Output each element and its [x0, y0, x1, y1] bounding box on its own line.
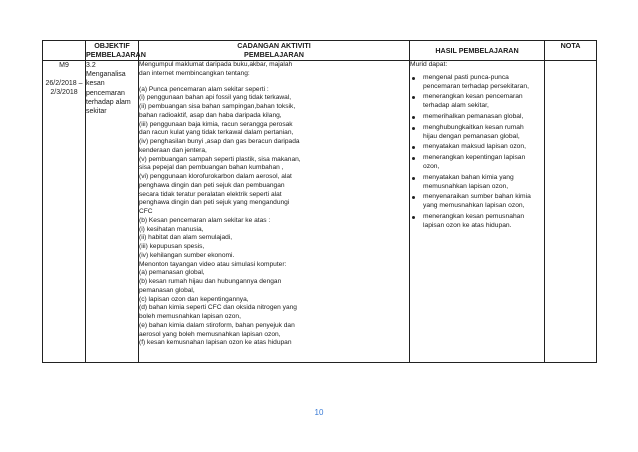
activity-line: CFC	[139, 208, 153, 215]
activity-line: dan internet membincangkan tentang:	[139, 69, 250, 77]
bullet-icon	[412, 96, 415, 99]
list-item: menerangkan kepentingan lapisan ozon,	[410, 154, 544, 172]
activity-line: (i) penggunaan bahan api fossil yang tidak terkawal,	[139, 94, 292, 102]
week-label: M9	[59, 62, 69, 69]
bullet-icon	[412, 216, 415, 219]
bullet-icon	[412, 177, 415, 180]
header-objective-line-2: PEMBELAJARAN	[86, 50, 146, 59]
activity-line: (d) bahan kimia seperti CFC dan oksida nitrogen yang	[139, 304, 297, 312]
activity-line: secara tidak teratur peralatan elektrik seperti alat	[139, 190, 282, 198]
header-objective	[86, 41, 146, 61]
activity-line: aerosol yang boleh memusnahkan lapisan ozon,	[139, 330, 281, 338]
activities-cell	[139, 61, 410, 363]
activity-line: (iii) kepupusan spesis,	[139, 243, 205, 250]
list-item: menyatakan bahan kimia yang memusnahkan lapisan ozon,	[410, 174, 544, 192]
list-item: menyenaraikan sumber bahan kimia yang memusnahkan lapisan ozon,	[410, 193, 544, 211]
table-header-row	[43, 41, 597, 61]
activity-line: (b) Kesan pencemaran alam sekitar ke atas :	[139, 216, 271, 224]
activity-line: (ii) pembuangan sisa bahan sampingan,bahan toksik,	[139, 103, 296, 110]
list-item: menyatakan maksud lapisan ozon,	[410, 143, 544, 152]
activity-line: sisa pepejal dan pembuangan bahan kumbahan ,	[139, 164, 284, 172]
activity-line: kenderaan dan jentera,	[139, 146, 207, 154]
results-cell	[410, 61, 545, 363]
header-objective-line-1: OBJEKTIF	[94, 41, 130, 50]
activity-line: Menonton tayangan video atau simulasi komputer:	[139, 260, 287, 268]
lesson-plan-table	[42, 40, 597, 363]
activity-line: (a) Punca pencemaran alam sekitar seperti :	[139, 85, 269, 93]
results-intro: Murid dapat:	[410, 61, 448, 68]
bullet-icon	[412, 127, 415, 130]
activity-line: (iv) penghasilan bunyi ,asap dan gas beracun daripada	[139, 138, 300, 145]
activity-line: (iv) kehilangan sumber ekonomi.	[139, 251, 235, 259]
week-cell	[43, 61, 86, 363]
list-item: menerangkan kesan pencemaran terhadap alam sekitar,	[410, 93, 544, 111]
list-item: menerangkan kesan pemusnahan lapisan ozon ke atas hidupan.	[410, 213, 544, 231]
activity-line: bahan radioaktif, asap dan haba daripada kilang,	[139, 111, 282, 119]
results-list	[410, 74, 544, 231]
activity-line: boleh memusnahkan lapisan ozon,	[139, 313, 241, 320]
activity-line: (c) lapisan ozon dan kepentingannya,	[139, 295, 249, 303]
activity-line: (ii) habitat dan alam semulajadi,	[139, 234, 233, 242]
objective-line: pencemaran	[86, 89, 125, 97]
list-item: menghubungkaitkan kesan rumah hijau dengan pemanasan global,	[410, 124, 544, 142]
activity-line: (a) pemanasan global,	[139, 269, 205, 277]
date-line-2: 2/3/2018	[50, 89, 78, 97]
header-activities-line-1: CADANGAN AKTIVITI	[237, 41, 311, 50]
activity-line: (f) kesan kemusnahan lapisan ozon ke atas hidupan	[139, 339, 292, 347]
activity-line: penghawa dingin dan peti sejuk yang mengandungi	[139, 199, 290, 207]
bullet-icon	[412, 196, 415, 199]
bullet-icon	[412, 77, 415, 80]
activity-line: (iii) penggunaan baja kimia, racun serangga perosak	[139, 120, 293, 128]
notes-cell	[545, 61, 597, 363]
header-activities-line-2: PEMBELAJARAN	[244, 50, 304, 59]
objective-cell	[86, 61, 139, 363]
objective-line: terhadap alam	[86, 98, 131, 106]
activity-line: pemanasan global,	[139, 286, 195, 294]
activity-line: (i) kesihatan manusia,	[139, 225, 204, 233]
activity-line: Mengumpul maklumat daripada buku,akbar, majalah	[139, 61, 293, 68]
bullet-icon	[412, 116, 415, 119]
header-week-cell	[43, 41, 86, 61]
bullet-icon	[412, 157, 415, 160]
table-row	[43, 61, 597, 363]
activity-line: dan racun kulat yang tidak terkawal dalam pertanian,	[139, 129, 294, 137]
header-results: HASIL PEMBELAJARAN	[410, 41, 545, 61]
list-item: mengenal pasti punca-punca pencemaran terhadap persekitaran,	[410, 74, 544, 92]
page-number: 10	[314, 408, 324, 417]
header-notes: NOTA	[545, 41, 597, 61]
list-item: memerihalkan pemanasan global,	[410, 113, 544, 122]
activity-line: (e) bahan kimia dalam stiroform, bahan penyejuk dan	[139, 321, 295, 329]
header-activities	[139, 41, 410, 61]
activity-line: (v) pembuangan sampah seperti plastik, sisa makanan,	[139, 155, 301, 163]
activity-line: (b) kesan rumah hijau dan hubungannya dengan	[139, 278, 282, 285]
date-line-1: 26/2/2018 –	[45, 80, 83, 88]
activity-line: penghawa dingin dan peti sejuk dan pembuangan	[139, 181, 285, 189]
activity-line: (vi) penggunaan klorofurokarbon dalam aerosol, alat	[139, 173, 292, 180]
objective-line: 3.2	[86, 62, 96, 69]
objective-line: Menganalisa kesan	[86, 71, 126, 88]
objective-line: sekitar	[86, 108, 107, 116]
bullet-icon	[412, 146, 415, 149]
